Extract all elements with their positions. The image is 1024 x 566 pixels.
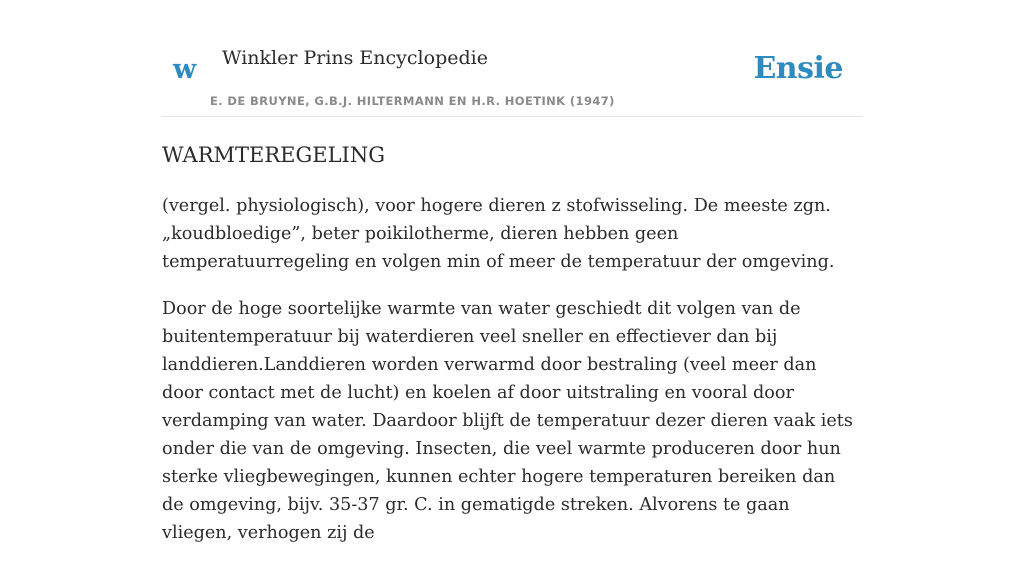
article-body — [162, 192, 862, 566]
article-paragraph: (vergel. physiologisch), voor hogere dieren z stofwisseling. De meeste zgn. „koudbloedige”, beter poikilotherme, dieren hebben geen temperatuurregeling en volgen min of meer de temperatuur der omgeving. — [162, 196, 835, 272]
article-title: WARMTEREGELING — [162, 143, 385, 167]
publication-title[interactable]: Winkler Prins Encyclopedie — [222, 47, 488, 69]
publication-authors: E. DE BRUYNE, G.B.J. HILTERMANN EN H.R. HOETINK (1947) — [210, 94, 615, 108]
brand-logo[interactable]: Ensie — [753, 51, 843, 86]
publication-logo[interactable]: w — [173, 54, 197, 85]
page — [162, 0, 862, 543]
site-header — [162, 0, 862, 117]
article-paragraph: Door de hoge soortelijke warmte van water geschiedt dit volgen van de buitentemperatuur bij waterdieren veel sneller en effectiever dan bij landdieren.Landdieren worden verwarmd door bestraling (veel meer dan door contact met de lucht) en koelen af door uitstraling en vooral door verdamping van water. Daardoor blijft de temperatuur dezer dieren vaak iets onder die van de omgeving. Insecten, die veel warmte produceren door hun sterke vliegbewegingen, kunnen echter hogere temperaturen bereiken dan de omgeving, bijv. 35-37 gr. C. in gematigde streken. Alvorens te gaan vliegen, verhogen zij de — [162, 299, 853, 543]
